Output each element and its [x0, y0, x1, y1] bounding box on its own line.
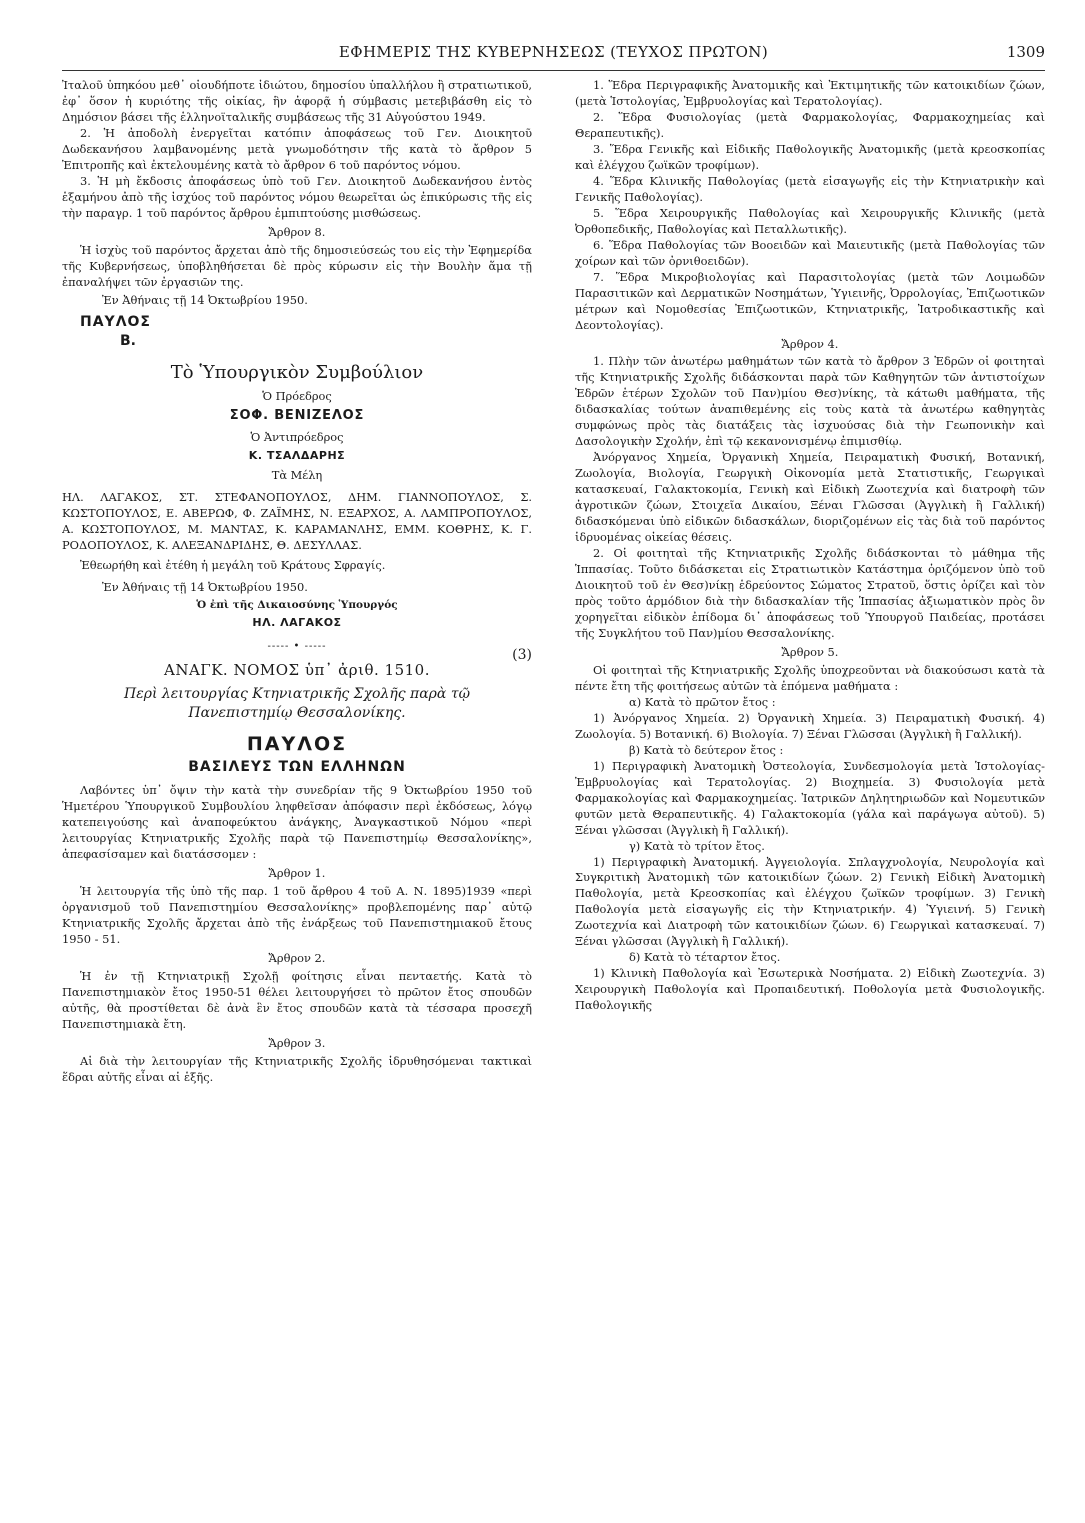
year-heading: α) Κατὰ τὸ πρῶτον ἔτος :: [629, 694, 776, 709]
paragraph: 2. Οἱ φοιτηταὶ τῆς Κτηνιατρικῆς Σχολῆς διδάσκονται τὸ μάθημα τῆς Ἱππασίας. Τοῦτο διδάσκεται εἰς Στρατιωτικὸν Κατάστημα ὁριζόμενον ὑπὸ τοῦ Διοικητοῦ τοῦ ἐν Θεσ)νίκῃ ἑδρεύοντος Σώματος Στρατοῦ, ὅστις ὁρίζει καὶ τὸν πρὸς τοῦτο ἁρμόδιον διὰ τὴν διδασκαλίαν τῆς Ἱππασίας ἀξιωματικὸν πρὸς ὃν χορηγεῖται εἰδικὸν ἐπίδομα δι᾽ ἀποφάσεως τοῦ Ὑπουργοῦ Παιδείας, προτάσει τῆς Συγκλήτου τοῦ Παν)μίου Θεσσαλονίκης.: [575, 546, 1045, 640]
law-subject: Περὶ λειτουργίας Κτηνιατρικῆς Σχολῆς παρὰ τῷ Πανεπιστημίῳ Θεσσαλονίκης.: [124, 686, 470, 722]
law-title: ΑΝΑΓΚ. ΝΟΜΟΣ ὑπ᾽ ἀριθ. 1510.: [164, 661, 430, 680]
year-heading: γ) Κατὰ τὸ τρίτον ἔτος.: [629, 838, 765, 853]
king-initial: Β.: [120, 333, 136, 350]
year-heading: δ) Κατὰ τὸ τέταρτον ἔτος.: [629, 950, 781, 965]
year-courses: 1) Περιγραφικὴ Ἀνατομική. Ἀγγειολογία. Σπλαγχνολογία, Νευρολογία καὶ Συγκριτικὴ Ἀνατομικὴ τῶν κατοικιδίων ζώων. 2) Γενικὴ Εἰδικὴ Ἀνατομικὴ Παθολογία, μετὰ Κρεοσκοπίας καὶ ἐλέγχου ζωϊκῶν τροφίμων. 3) Γενικὴ Παθολογία μετὰ εἰσαγωγῆς εἰς τὴν Κτηνιατρικήν. 4) Ὑγιεινή. 5) Γενικὴ Ζωοτεχνία καὶ Διατροφὴ τῶν κατοικιδίων ζώων. 6) Γεωργικαὶ κατασκευαί. 7) Ξέναι γλῶσσαι (Ἀγγλικὴ ἢ Γαλλική).: [575, 854, 1045, 949]
paragraph: 3. Ἡ μὴ ἔκδοσις ἀποφάσεως ὑπὸ τοῦ Γεν. Διοικητοῦ Δωδεκανήσου ἐντὸς ἑξαμήνου ἀπὸ τῆς ἰσχύος τοῦ παρόντος νόμου θεωρεῖται ὡς ἐπικύρωσις τῆς εἰς τὴν παραγρ. 1 τοῦ παρόντος ἄρθρου ἐμπιπτούσης μισθώσεως.: [62, 173, 532, 220]
paragraph: 2. Ἡ ἀποδολὴ ἐνεργεῖται κατόπιν ἀποφάσεως τοῦ Γεν. Διοικητοῦ Δωδεκανήσου λαμβανομένης μετὰ γνωμοδότησιν τῆς κατὰ τὸ ἄρθρον 5 Ἐπιτροπῆς καὶ ἐκτελουμένης κατὰ τὸ ἄρθρον 6 τοῦ παρόντος νόμου.: [62, 125, 532, 172]
paragraph: 1. Πλὴν τῶν ἀνωτέρω μαθημάτων τῶν κατὰ τὸ ἄρθρον 3 Ἑδρῶν οἱ φοιτηταὶ τῆς Κτηνιατρικῆς Σχολῆς διδάσκονται παρὰ τῶν Καθηγητῶν τῶν ἀντιστοίχων Ἑδρῶν ἑτέρων Σχολῶν τοῦ Παν)μίου Θεσ)νίκης, τὰ κάτωθι μαθήματα, τῆς διδασκαλίας τούτων ἀναπιθεμένης εἰς τοὺς κατὰ τὰ ἀνωτέρω καθηγητὰς συμφώνως πρὸς τὰς διατάξεις τὰς ἰσχυούσας διὰ τὴν Γεωπονικὴν καὶ Δασολογικὴν Σχολήν, ἐπὶ τῷ κεκανονισμένῳ ἐπιμισθίῳ.: [575, 354, 1045, 449]
chair-item: 4. Ἕδρα Κλινικῆς Παθολογίας (μετὰ εἰσαγωγῆς εἰς τὴν Κτηνιατρικὴν καὶ Γενικῆς Παθολογίας).: [575, 173, 1045, 204]
page-header: [62, 42, 1045, 66]
paragraph: Αἱ διὰ τὴν λειτουργίαν τῆς Κτηνιατρικῆς Σχολῆς ἱδρυθησόμεναι τακτικαὶ ἕδραι αὐτῆς εἶναι αἱ ἑξῆς.: [62, 1053, 532, 1084]
president-label: Ὁ Πρόεδρος: [262, 388, 332, 403]
justice-name: ΗΛ. ΛΑΓΑΚΟΣ: [252, 615, 342, 629]
preamble: Λαβόντες ὑπ᾽ ὄψιν τὴν κατὰ τὴν συνεδρίαν τῆς 9 Ὀκτωβρίου 1950 τοῦ Ἡμετέρου Ὑπουργικοῦ Συμβουλίου ληφθεῖσαν ἀπόφασιν περὶ ἐκδόσεως, λόγῳ κατεπειγούσης καὶ ἀναποφεύκτου ἀνάγκης, Ἀναγκαστικοῦ Νόμου «περὶ λειτουργίας Κτηνιατρικῆς Σχολῆς παρὰ τῷ Πανεπιστημίῳ Θεσσαλονίκης», ἀπεφασίσαμεν καὶ διατάσσομεν :: [62, 783, 532, 862]
law-heading: [62, 647, 532, 681]
king-heading: ΠΑΥΛΟΣ: [246, 733, 348, 756]
law-number: (3): [512, 647, 532, 664]
header-rule: [62, 70, 1045, 71]
article-heading: Ἄρθρον 4.: [781, 336, 839, 351]
paragraph: Ἀνόργανος Χημεία, Ὀργανικὴ Χημεία, Πειραματικὴ Φυσική, Βοτανική, Ζωολογία, Βιολογία, Γεωργικὴ Οἰκονομία μετὰ Στατιστικῆς, Γεωργικαὶ κατασκευαί, Γαλακτοκομία, Γενικὴ καὶ Εἰδικὴ Ζωοτεχνία καὶ διατροφὴ τῶν ἀγροτικῶν ζώων, Στοιχεῖα Δικαίου, Ξέναι Γλῶσσαι (Ἀγγλικὴ ἢ Γαλλική) διδασκόμεναι ὑπὸ εἰδικῶν διδασκάλων, διοριζομένων εἰς τὰς διὰ τοῦ παρόντος ἱδρυομένας οἰκείας θέσεις.: [575, 450, 1045, 545]
paragraph: Ἡ λειτουργία τῆς ὑπὸ τῆς παρ. 1 τοῦ ἄρθρου 4 τοῦ Α. Ν. 1895)1939 «περὶ ὀργανισμοῦ τοῦ Πανεπιστημίου Θεσσαλονίκης» προβλεπομένης παρ᾽ αὐτῷ Κτηνιατρικῆς Σχολῆς ἄρχεται ἀπὸ τῆς ἐνάρξεως τοῦ Πανεπιστημιακοῦ ἔτους 1950 - 51.: [62, 884, 532, 946]
chair-item: 1. Ἕδρα Περιγραφικῆς Ἀνατομικῆς καὶ Ἐκτιμητικῆς τῶν κατοικιδίων ζώων, (μετὰ Ἱστολογίας, Ἐμβρυολογίας καὶ Τερατολογίας).: [575, 78, 1045, 108]
columns: [62, 78, 1045, 1503]
article-heading: Ἄρθρον 3.: [268, 1035, 326, 1050]
divider: ----- • -----: [267, 641, 327, 653]
article-heading: Ἄρθρον 1.: [268, 866, 326, 881]
paragraph: Ἰταλοῦ ὑπηκόου μεθ᾽ οἱουδήποτε ἰδιώτου, δημοσίου ὑπαλλήλου ἢ στρατιωτικοῦ, ἐφ᾽ ὅσον ἡ κυριότης τῆς οἰκίας, ἣν ἀφορᾷ ἡ σύμβασις μετεβιβάσθη εἰς τὸ Δημόσιον βάσει τῆς ἑλληνοϊταλικῆς συμβάσεως τῆς 31 Αὐγούστου 1949.: [62, 78, 532, 124]
chair-item: 2. Ἕδρα Φυσιολογίας (μετὰ Φαρμακολογίας, Φαρμακοχημείας καὶ Θεραπευτικῆς).: [575, 109, 1045, 140]
seal-line: Ἐθεωρήθη καὶ ἐτέθη ἡ μεγάλη τοῦ Κράτους Σφραγίς.: [80, 558, 386, 573]
year-courses: 1) Κλινικὴ Παθολογία καὶ Ἐσωτερικὰ Νοσήματα. 2) Εἰδικὴ Ζωοτεχνία. 3) Χειρουργικὴ Παθολογία καὶ Προπαιδευτική. Ποθολογία μετὰ Φυσιολογικῆς. Παθολογικῆς: [575, 966, 1045, 1013]
year-courses: 1) Ἀνόργανος Χημεία. 2) Ὀργανικὴ Χημεία. 3) Πειραματικὴ Φυσική. 4) Ζωολογία. 5) Βοτανική. 6) Βιολογία. 7) Ξέναι Γλῶσσαι (Ἀγγλικὴ ἢ Γαλλική).: [575, 710, 1045, 741]
article-heading: Ἄρθρον 8.: [268, 224, 326, 239]
president-name: ΣΟΦ. ΒΕΝΙΖΕΛΟΣ: [229, 407, 365, 423]
members-label: Τὰ Μέλη: [271, 468, 323, 483]
paragraph: Ἡ ἐν τῇ Κτηνιατρικῇ Σχολῇ φοίτησις εἶναι πενταετής. Κατὰ τὸ Πανεπιστημιακὸν ἔτος 1950-51 θέλει λειτουργήσει τὸ πρῶτον ἔτος σπουδῶν αὐτῆς, θὰ προστίθεται δὲ ἀνὰ ἓν ἔτος σπουδῶν κατὰ τὰ τέσσαρα προσεχῆ Πανεπιστημιακὰ ἔτη.: [62, 968, 532, 1031]
chair-item: 6. Ἕδρα Παθολογίας τῶν Βοοειδῶν καὶ Μαιευτικῆς (μετὰ Παθολογίας τῶν χοίρων καὶ τῶν ὀρνιθοειδῶν).: [575, 237, 1045, 268]
chair-item: 3. Ἕδρα Γενικῆς καὶ Εἰδικῆς Παθολογικῆς Ἀνατομικῆς (μετὰ κρεοσκοπίας καὶ ἐλέγχου ζωϊκῶν τροφίμων).: [575, 141, 1045, 172]
page-number: 1309: [1006, 43, 1045, 61]
header-title: ΕΦΗΜΕΡΙΣ ΤΗΣ ΚΥΒΕΡΝΗΣΕΩΣ (ΤΕΥΧΟΣ ΠΡΩΤΟΝ): [338, 43, 769, 61]
year-heading: β) Κατὰ τὸ δεύτερον ἔτος :: [629, 742, 784, 757]
paragraph: Ἡ ἰσχὺς τοῦ παρόντος ἄρχεται ἀπὸ τῆς δημοσιεύσεώς του εἰς τὴν Ἐφημερίδα τῆς Κυβερνήσεως, ὑποβληθήσεται δὲ πρὸς κύρωσιν εἰς τὴν Βουλὴν ἅμα τῇ ἐπαναλήψει τῶν ἐργασιῶν της.: [62, 242, 532, 289]
vp-label: Ὁ Ἀντιπρόεδρος: [250, 430, 344, 445]
king-title: ΒΑΣΙΛΕΥΣ ΤΩΝ ΕΛΛΗΝΩΝ: [188, 758, 406, 775]
right-column: [575, 78, 1045, 1503]
members-list: ΗΛ. ΛΑΓΑΚΟΣ, ΣΤ. ΣΤΕΦΑΝΟΠΟΥΛΟΣ, ΔΗΜ. ΓΙΑΝΝΟΠΟΥΛΟΣ, Σ. ΚΩΣΤΟΠΟΥΛΟΣ, Ε. ΑΒΕΡΩΦ, Φ. ΖΑΪΜΗΣ, Ν. ΕΞΑΡΧΟΣ, Α. ΛΑΜΠΡΟΠΟΥΛΟΣ, Α. ΚΩΣΤΟΠΟΥΛΟΣ, Μ. ΜΑΝΤΑΣ, Κ. ΚΑΡΑΜΑΝΛΗΣ, ΕΜΜ. ΚΟΘΡΗΣ, Κ. Γ. ΡΟΔΟΠΟΥΛΟΣ, Κ. ΑΛΕΞΑΝΔΡΙΔΗΣ, Θ. ΔΕΣΥΛΛΑΣ.: [62, 490, 532, 553]
justice-label: Ὁ ἐπὶ τῆς Δικαιοσύνης Ὑπουργός: [196, 599, 398, 612]
king-signature: ΠΑΥΛΟΣ: [80, 313, 151, 330]
paragraph: Οἱ φοιτηταὶ τῆς Κτηνιατρικῆς Σχολῆς ὑποχρεοῦνται νὰ διακούσωσι κατὰ τὰ πέντε ἔτη τῆς φοιτήσεως αὐτῶν τὰ ἑπόμενα μαθήματα :: [575, 662, 1045, 693]
chair-item: 5. Ἕδρα Χειρουργικῆς Παθολογίας καὶ Χειρουργικῆς Κλινικῆς (μετὰ Ὀρθοπεδικῆς, Παθολογίας καὶ Πεταλλωτικῆς).: [575, 205, 1045, 236]
year-courses: 1) Περιγραφικὴ Ἀνατομικὴ Ὀστεολογία, Συνδεσμολογία μετὰ Ἱστολογίας- Ἐμβρυολογίας καὶ Τερατολογίας. 2) Βιοχημεία. 3) Φυσιολογία μετὰ Φαρμακολογίας καὶ Φαρμακοχημείας. Ἰατρικῶν Δηλητηριωδῶν καὶ Νομευτικῶν φυτῶν μετὰ Θεραπευτικῆς. 4) Γαλακτοκομία (γάλα καὶ παράγωγα αὐτοῦ). 5) Ξέναι γλῶσσαι (Ἀγγλικὴ ἢ Γαλλική).: [575, 758, 1045, 837]
date-line: Ἐν Ἀθήναις τῇ 14 Ὀκτωβρίου 1950.: [102, 292, 308, 307]
vp-name: Κ. ΤΣΑΛΔΑΡΗΣ: [248, 449, 346, 463]
chair-item: 7. Ἕδρα Μικροβιολογίας καὶ Παρασιτολογίας (μετὰ τῶν Λοιμωδῶν Παρασιτικῶν καὶ Δερματικῶν Νοσημάτων, Ὑγιεινῆς, Ὀρρολογίας, Ἐπιζωοτικῶν μέτρων καὶ Νομοθεσίας Ἐπιζωοτικῶν, Κτηνιατρικῆς, Ἰατροδικαστικῆς καὶ Δεοντολογίας).: [575, 269, 1045, 332]
article-heading: Ἄρθρον 2.: [268, 950, 326, 965]
left-column: [62, 78, 532, 1503]
date-line: Ἐν Ἀθήναις τῇ 14 Ὀκτωβρίου 1950.: [102, 580, 308, 595]
council-title: Τὸ Ὑπουργικὸν Συμβούλιον: [170, 361, 424, 383]
article-heading: Ἄρθρον 5.: [781, 644, 839, 659]
